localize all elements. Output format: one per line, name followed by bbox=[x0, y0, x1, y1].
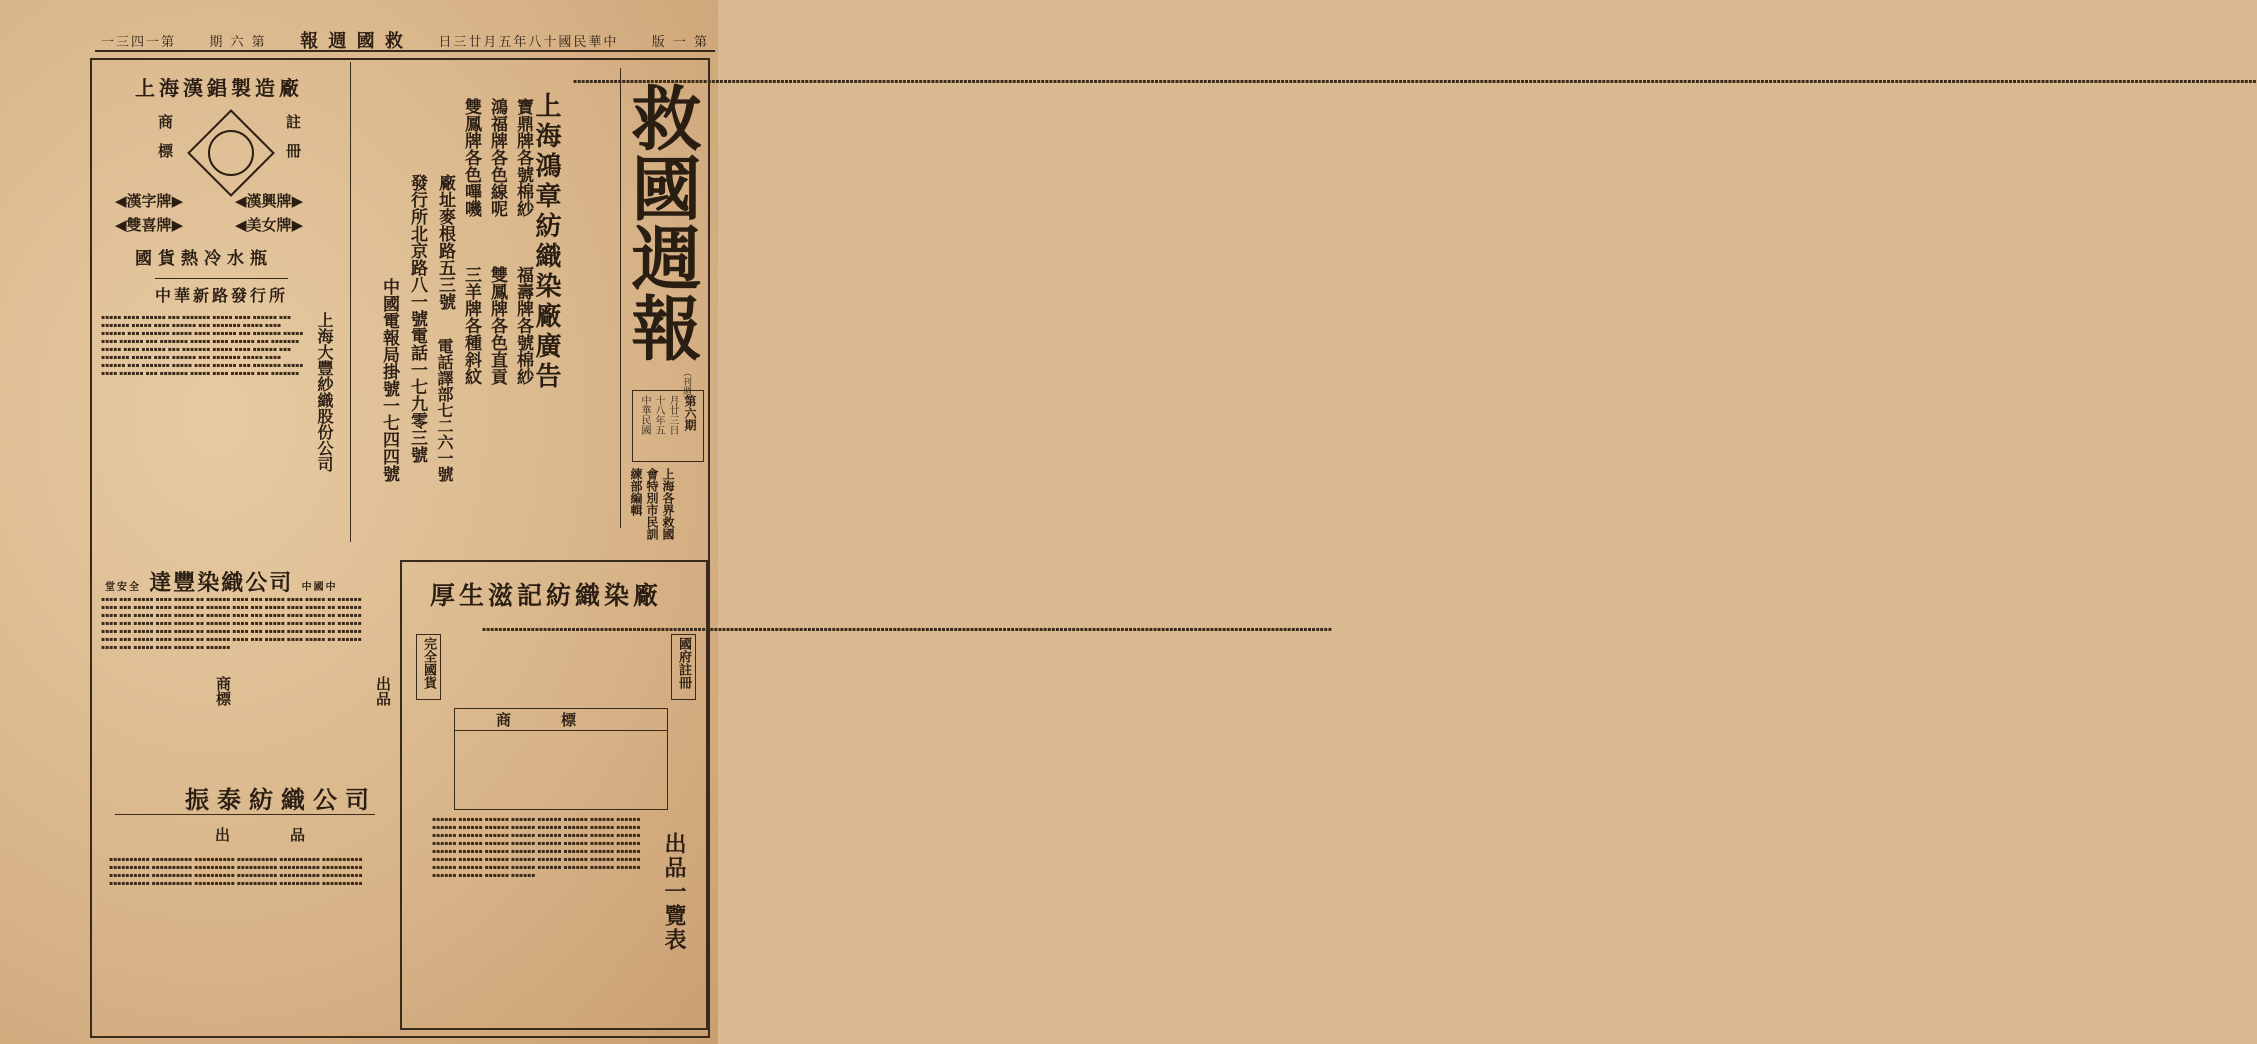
houshengzi-mark-right: 完全國貨 bbox=[416, 634, 441, 700]
dafeng-fine-print: ▪▪▪▪▪ ▪▪▪▪ ▪▪▪▪▪▪ ▪▪▪ ▪▪▪▪▪▪▪ ▪▪▪▪▪ ▪▪▪▪ ▪▪▪▪▪▪ ▪▪▪ ▪▪▪▪▪▪▪ ▪▪▪▪▪ ▪▪▪▪ ▪▪▪▪▪▪ ▪▪▪ ▪▪▪▪▪▪▪ ▪▪▪▪▪ ▪▪▪▪ ▪▪▪▪▪▪ ▪▪▪ ▪▪▪▪▪▪▪ ▪▪▪▪▪ ▪▪▪▪ ▪▪▪▪▪▪ ▪▪▪ ▪▪▪▪▪▪▪ ▪▪▪▪▪ ▪▪▪▪ ▪▪▪▪▪▪ ▪▪▪ ▪▪▪▪▪▪▪ ▪▪▪▪▪ ▪▪▪▪ ▪▪▪▪▪▪ ▪▪▪ ▪▪▪▪▪▪▪ ▪▪▪▪▪ ▪▪▪▪ ▪▪▪▪▪▪ ▪▪▪ ▪▪▪▪▪▪▪ ▪▪▪▪▪ ▪▪▪▪ ▪▪▪▪▪▪ ▪▪▪ ▪▪▪▪▪▪▪ ▪▪▪▪▪ ▪▪▪▪ ▪▪▪▪▪▪ ▪▪▪ ▪▪▪▪▪▪▪ ▪▪▪▪▪ ▪▪▪▪ ▪▪▪▪▪▪ ▪▪▪ ▪▪▪▪▪▪▪ ▪▪▪▪▪ ▪▪▪▪ ▪▪▪▪▪▪ ▪▪▪ ▪▪▪▪▪▪▪ ▪▪▪▪▪ ▪▪▪▪ ▪▪▪▪▪▪ ▪▪▪ ▪▪▪▪▪▪▪ ▪▪▪▪▪ ▪▪▪▪ ▪▪▪▪▪▪ ▪▪▪ ▪▪▪▪▪▪▪ bbox=[101, 314, 304, 377]
dafeng-dyeing-prefix: 中國中 bbox=[301, 582, 338, 593]
zhentai-products: 出品 bbox=[215, 826, 366, 844]
ad-hz-line-9: 發行所北京路八一號電話一七九零三號 bbox=[407, 174, 427, 463]
ad-hz-line-2: 鴻福牌各色線呢 bbox=[487, 98, 507, 217]
ad-hanchang bbox=[95, 62, 351, 542]
zhentai-title: 振泰紡織公司 bbox=[185, 785, 377, 814]
trademark-label: 商標 bbox=[156, 114, 174, 172]
trademark-logo-inner bbox=[208, 130, 254, 176]
masthead-subtitle: （刊週） bbox=[681, 368, 691, 404]
ad-hongzhang bbox=[355, 78, 565, 548]
product-line: 國貨熱冷水瓶 bbox=[135, 249, 273, 269]
dafeng-dyeing-fine-print: ▪▪▪▪ ▪▪▪ ▪▪▪▪▪ ▪▪▪▪ ▪▪▪▪▪ ▪▪ ▪▪▪▪▪▪ ▪▪▪▪ ▪▪▪ ▪▪▪▪▪ ▪▪▪▪ ▪▪▪▪▪ ▪▪ ▪▪▪▪▪▪ ▪▪▪▪ ▪▪▪ ▪▪▪▪▪ ▪▪▪▪ ▪▪▪▪▪ ▪▪ ▪▪▪▪▪▪ ▪▪▪▪ ▪▪▪ ▪▪▪▪▪ ▪▪▪▪ ▪▪▪▪▪ ▪▪ ▪▪▪▪▪▪ ▪▪▪▪ ▪▪▪ ▪▪▪▪▪ ▪▪▪▪ ▪▪▪▪▪ ▪▪ ▪▪▪▪▪▪ ▪▪▪▪ ▪▪▪ ▪▪▪▪▪ ▪▪▪▪ ▪▪▪▪▪ ▪▪ ▪▪▪▪▪▪ ▪▪▪▪ ▪▪▪ ▪▪▪▪▪ ▪▪▪▪ ▪▪▪▪▪ ▪▪ ▪▪▪▪▪▪ ▪▪▪▪ ▪▪▪ ▪▪▪▪▪ ▪▪▪▪ ▪▪▪▪▪ ▪▪ ▪▪▪▪▪▪ ▪▪▪▪ ▪▪▪ ▪▪▪▪▪ ▪▪▪▪ ▪▪▪▪▪ ▪▪ ▪▪▪▪▪▪ ▪▪▪▪ ▪▪▪ ▪▪▪▪▪ ▪▪▪▪ ▪▪▪▪▪ ▪▪ ▪▪▪▪▪▪ ▪▪▪▪ ▪▪▪ ▪▪▪▪▪ ▪▪▪▪ ▪▪▪▪▪ ▪▪ ▪▪▪▪▪▪ ▪▪▪▪ ▪▪▪ ▪▪▪▪▪ ▪▪▪▪ ▪▪▪▪▪ ▪▪ ▪▪▪▪▪▪ ▪▪▪▪ ▪▪▪ ▪▪▪▪▪ ▪▪▪▪ ▪▪▪▪▪ ▪▪ ▪▪▪▪▪▪ bbox=[101, 596, 362, 651]
brand-1: ◀漢字牌▶ bbox=[115, 192, 184, 210]
brand-3-text: 雙喜牌 bbox=[126, 216, 172, 234]
houshengzi-catalog: 出品一覽表 bbox=[661, 832, 687, 952]
header-center: 報 週 國 救 bbox=[300, 31, 405, 52]
ad-houshengzi bbox=[400, 560, 1332, 1030]
ad-hz-line-1: 寶鼎牌各號棉紗 bbox=[513, 98, 533, 217]
ad-dafeng-company: 上海大豐紗織股份公司 bbox=[315, 312, 334, 472]
houshengzi-fine-print-top: ▪▪▪▪▪▪▪▪▪▪▪▪▪▪▪▪▪▪▪▪▪▪▪▪▪▪▪▪▪▪▪▪▪▪▪▪▪▪▪▪▪▪▪▪▪▪▪▪▪▪▪▪▪▪▪▪▪▪▪▪▪▪▪▪▪▪▪▪▪▪▪▪▪▪▪▪▪▪▪▪▪▪▪▪▪▪▪▪▪▪▪▪▪▪▪▪▪▪▪▪▪▪▪▪▪▪▪▪▪▪▪▪▪▪▪▪▪▪▪▪▪▪▪▪▪▪▪▪▪▪▪▪▪▪▪▪▪▪▪▪▪▪▪▪▪▪▪▪▪▪▪▪▪▪▪▪▪▪▪▪▪▪▪▪▪▪▪▪▪▪▪▪▪▪▪▪▪▪▪▪▪▪▪▪▪▪▪▪▪▪▪▪▪▪▪▪▪▪▪▪▪▪▪▪▪▪▪▪▪ bbox=[482, 626, 1332, 633]
brand-1-text: 漢字牌 bbox=[126, 192, 172, 210]
ad-hz-line-6: 雙鳳牌各色直貢 bbox=[487, 266, 507, 385]
zhentai-fine-print: ▪▪▪▪▪▪▪▪▪▪ ▪▪▪▪▪▪▪▪▪▪ ▪▪▪▪▪▪▪▪▪▪ ▪▪▪▪▪▪▪▪▪▪ ▪▪▪▪▪▪▪▪▪▪ ▪▪▪▪▪▪▪▪▪▪ ▪▪▪▪▪▪▪▪▪▪ ▪▪▪▪▪▪▪▪▪▪ ▪▪▪▪▪▪▪▪▪▪ ▪▪▪▪▪▪▪▪▪▪ ▪▪▪▪▪▪▪▪▪▪ ▪▪▪▪▪▪▪▪▪▪ ▪▪▪▪▪▪▪▪▪▪ ▪▪▪▪▪▪▪▪▪▪ ▪▪▪▪▪▪▪▪▪▪ ▪▪▪▪▪▪▪▪▪▪ ▪▪▪▪▪▪▪▪▪▪ ▪▪▪▪▪▪▪▪▪▪ ▪▪▪▪▪▪▪▪▪▪ ▪▪▪▪▪▪▪▪▪▪ ▪▪▪▪▪▪▪▪▪▪ ▪▪▪▪▪▪▪▪▪▪ ▪▪▪▪▪▪▪▪▪▪ ▪▪▪▪▪▪▪▪▪▪ bbox=[109, 856, 363, 887]
header-page: 版 一 第 bbox=[651, 34, 709, 50]
dafeng-dyeing-suffix: 堂安全 bbox=[105, 582, 141, 593]
address-line: 中華新路發行所 bbox=[155, 278, 288, 306]
dafeng-dyeing-mark: 商標 bbox=[214, 676, 232, 706]
header-left: 一三四一第 bbox=[101, 34, 177, 50]
header-date: 日三廿月五年八十國民華中 bbox=[438, 34, 619, 50]
houshengzi-fine-print-bottom: ▪▪▪▪▪▪ ▪▪▪▪▪▪ ▪▪▪▪▪▪ ▪▪▪▪▪▪ ▪▪▪▪▪▪ ▪▪▪▪▪▪ ▪▪▪▪▪▪ ▪▪▪▪▪▪ ▪▪▪▪▪▪ ▪▪▪▪▪▪ ▪▪▪▪▪▪ ▪▪▪▪▪▪ ▪▪▪▪▪▪ ▪▪▪▪▪▪ ▪▪▪▪▪▪ ▪▪▪▪▪▪ ▪▪▪▪▪▪ ▪▪▪▪▪▪ ▪▪▪▪▪▪ ▪▪▪▪▪▪ ▪▪▪▪▪▪ ▪▪▪▪▪▪ ▪▪▪▪▪▪ ▪▪▪▪▪▪ ▪▪▪▪▪▪ ▪▪▪▪▪▪ ▪▪▪▪▪▪ ▪▪▪▪▪▪ ▪▪▪▪▪▪ ▪▪▪▪▪▪ ▪▪▪▪▪▪ ▪▪▪▪▪▪ ▪▪▪▪▪▪ ▪▪▪▪▪▪ ▪▪▪▪▪▪ ▪▪▪▪▪▪ ▪▪▪▪▪▪ ▪▪▪▪▪▪ ▪▪▪▪▪▪ ▪▪▪▪▪▪ ▪▪▪▪▪▪ ▪▪▪▪▪▪ ▪▪▪▪▪▪ ▪▪▪▪▪▪ ▪▪▪▪▪▪ ▪▪▪▪▪▪ ▪▪▪▪▪▪ ▪▪▪▪▪▪ ▪▪▪▪▪▪ ▪▪▪▪▪▪ ▪▪▪▪▪▪ ▪▪▪▪▪▪ ▪▪▪▪▪▪ ▪▪▪▪▪▪ ▪▪▪▪▪▪ ▪▪▪▪▪▪ ▪▪▪▪▪▪ ▪▪▪▪▪▪ ▪▪▪▪▪▪ ▪▪▪▪▪▪ bbox=[432, 816, 641, 879]
ad-hongzhang-title: 上海鴻章紡織染廠廣告 bbox=[531, 92, 561, 392]
issue-date-3: 月廿三日 bbox=[667, 395, 678, 435]
ad-hz-line-4: 廠址麥根路五三號 bbox=[435, 174, 455, 310]
issue-box bbox=[632, 390, 704, 462]
brand-4: ◀美女牌▶ bbox=[235, 216, 304, 234]
page-header bbox=[95, 30, 715, 52]
ad-hz-line-7: 三羊牌各種斜紋 bbox=[461, 266, 481, 385]
registered-label: 註冊 bbox=[284, 114, 302, 172]
trademark-box bbox=[454, 708, 668, 810]
ad-hanchang-title: 上海漢錩製造廠 bbox=[135, 76, 303, 100]
issue-date-2: 十八年五 bbox=[653, 395, 664, 435]
publisher-line: 上海各界救國會特別市民訓練部編輯 bbox=[629, 468, 675, 540]
ad-dafeng-dyeing bbox=[95, 556, 395, 1021]
header-issue: 期 六 第 bbox=[209, 34, 267, 50]
brand-2-text: 漢興牌 bbox=[246, 192, 292, 210]
brand-2: ◀漢興牌▶ bbox=[235, 192, 304, 210]
brand-4-text: 美女牌 bbox=[246, 216, 292, 234]
ad-hz-line-3: 雙鳳牌各色嗶嘰 bbox=[461, 98, 481, 217]
fine-print-column: ▪▪▪▪▪▪▪▪▪▪▪▪▪▪▪▪▪▪▪▪▪▪▪▪▪▪▪▪▪▪▪▪▪▪▪▪▪▪▪▪▪▪▪▪▪▪▪▪▪▪▪▪▪▪▪▪▪▪▪▪▪▪▪▪▪▪▪▪▪▪▪▪▪▪▪▪▪▪▪▪▪▪▪▪▪▪▪▪▪▪▪▪▪▪▪▪▪▪▪▪▪▪▪▪▪▪▪▪▪▪▪▪▪▪▪▪▪▪▪▪▪▪▪▪▪▪▪▪▪▪▪▪▪▪▪▪▪▪▪▪▪▪▪▪▪▪▪▪▪▪▪▪▪▪▪▪▪▪▪▪▪▪▪▪▪▪▪▪▪▪▪▪▪▪▪▪▪▪▪▪▪▪▪▪▪▪▪▪▪▪▪▪▪▪▪▪▪▪▪▪▪▪▪▪▪▪▪▪▪▪▪▪▪▪▪▪▪▪▪▪▪▪▪▪▪▪▪▪▪▪▪▪▪▪▪▪▪▪▪▪▪▪▪▪▪▪▪▪▪▪▪▪▪▪▪▪▪▪▪▪▪▪▪▪▪▪▪▪▪▪▪▪▪▪▪▪▪▪▪▪▪▪▪▪▪▪▪▪▪▪▪▪▪▪▪▪▪▪▪▪▪▪▪▪▪▪▪▪▪▪▪▪▪▪▪▪▪▪▪▪▪▪▪▪▪▪▪▪▪▪▪▪▪▪▪▪▪▪▪▪▪▪▪▪▪▪▪▪▪▪▪▪▪▪▪▪▪▪▪▪▪▪▪▪▪▪▪▪▪▪▪▪▪▪▪▪▪▪▪▪▪▪▪▪▪▪▪▪▪▪▪▪▪▪▪▪▪▪▪▪▪▪▪▪▪▪▪▪▪▪▪▪▪▪ bbox=[573, 78, 2257, 85]
brand-3: ◀雙喜牌▶ bbox=[115, 216, 184, 234]
ad-hz-line-8: 電話譯部七二六一號 bbox=[435, 338, 454, 482]
issue-number: 第六期 bbox=[683, 395, 697, 431]
houshengzi-title: 厚生滋記紡織染廠 bbox=[430, 581, 663, 610]
zhentai-rule bbox=[115, 814, 375, 815]
issue-date-1: 中華民國 bbox=[639, 395, 650, 435]
trademark-box-title: 商標 bbox=[455, 709, 667, 731]
dafeng-dyeing-header bbox=[105, 566, 338, 597]
masthead-title: 救國週報 bbox=[620, 82, 703, 362]
houshengzi-mark-left: 國府註冊 bbox=[671, 634, 696, 700]
ad-hz-line-5: 福壽牌各號棉紗 bbox=[513, 266, 533, 385]
ad-hz-line-10: 中國電報局掛號一七四四號 bbox=[379, 278, 399, 482]
dafeng-dyeing-title: 達豐染織公司 bbox=[149, 570, 294, 596]
dafeng-dyeing-products: 出品 bbox=[374, 676, 392, 706]
